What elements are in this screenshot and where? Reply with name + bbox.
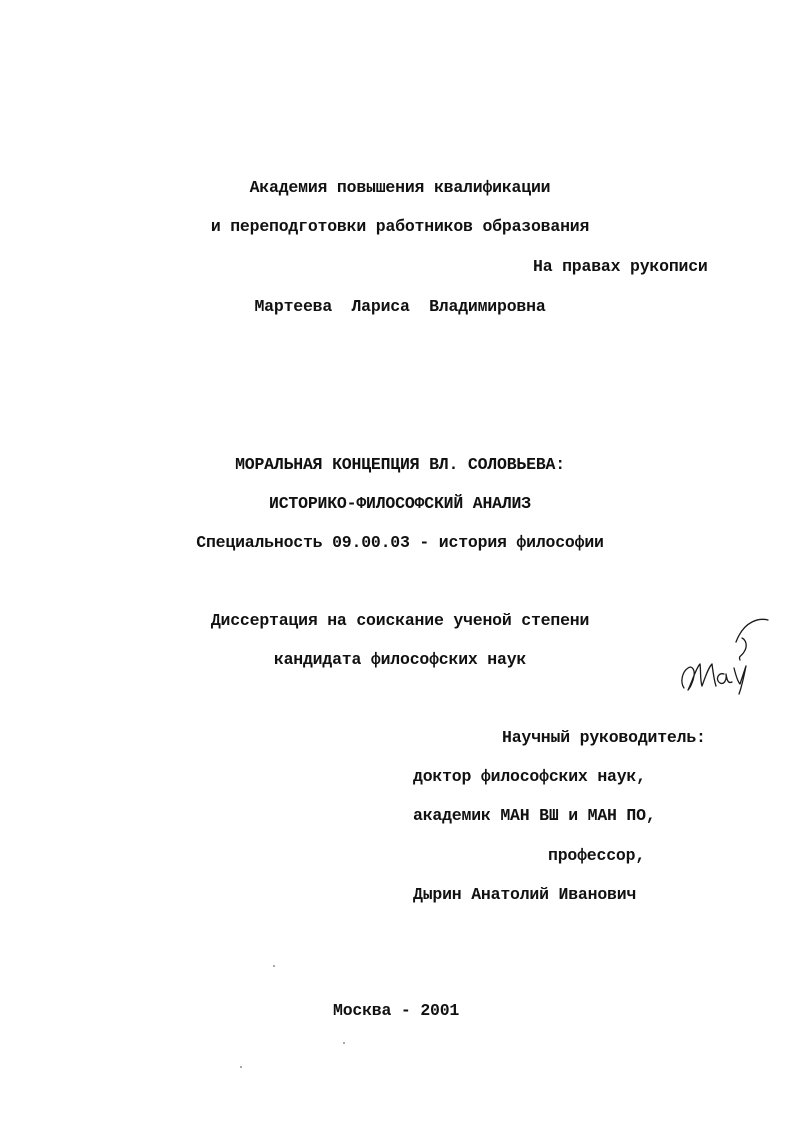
degree-line-2: кандидата философских наук <box>273 650 527 669</box>
manuscript-rights: На правах рукописи <box>533 257 708 276</box>
place-year: Москва - 2001 <box>333 1001 460 1020</box>
institution-line-1: Академия повышения квалификации <box>249 178 551 197</box>
degree-line-1: Диссертация на соискание ученой степени <box>210 611 590 630</box>
supervisor-degree: доктор философских наук, <box>413 767 646 786</box>
supervisor-rank: профессор, <box>548 846 646 865</box>
scan-speck <box>240 1066 242 1068</box>
specialty: Специальность 09.00.03 - история философии <box>196 533 604 552</box>
author-name: Мартеева Лариса Владимировна <box>254 297 546 316</box>
title-line-2: ИСТОРИКО-ФИЛОСОФСКИЙ АНАЛИЗ <box>269 494 531 513</box>
scan-speck <box>273 965 275 967</box>
supervisor-label: Научный руководитель: <box>502 728 706 747</box>
scan-speck <box>343 1042 345 1044</box>
handwritten-signature-icon <box>676 612 772 696</box>
supervisor-name: Дырин Анатолий Иванович <box>413 885 637 904</box>
title-line-1: МОРАЛЬНАЯ КОНЦЕПЦИЯ ВЛ. СОЛОВЬЕВА: <box>235 455 565 474</box>
supervisor-academy: академик МАН ВШ и МАН ПО, <box>413 806 656 825</box>
institution-line-2: и переподготовки работников образования <box>210 217 590 236</box>
